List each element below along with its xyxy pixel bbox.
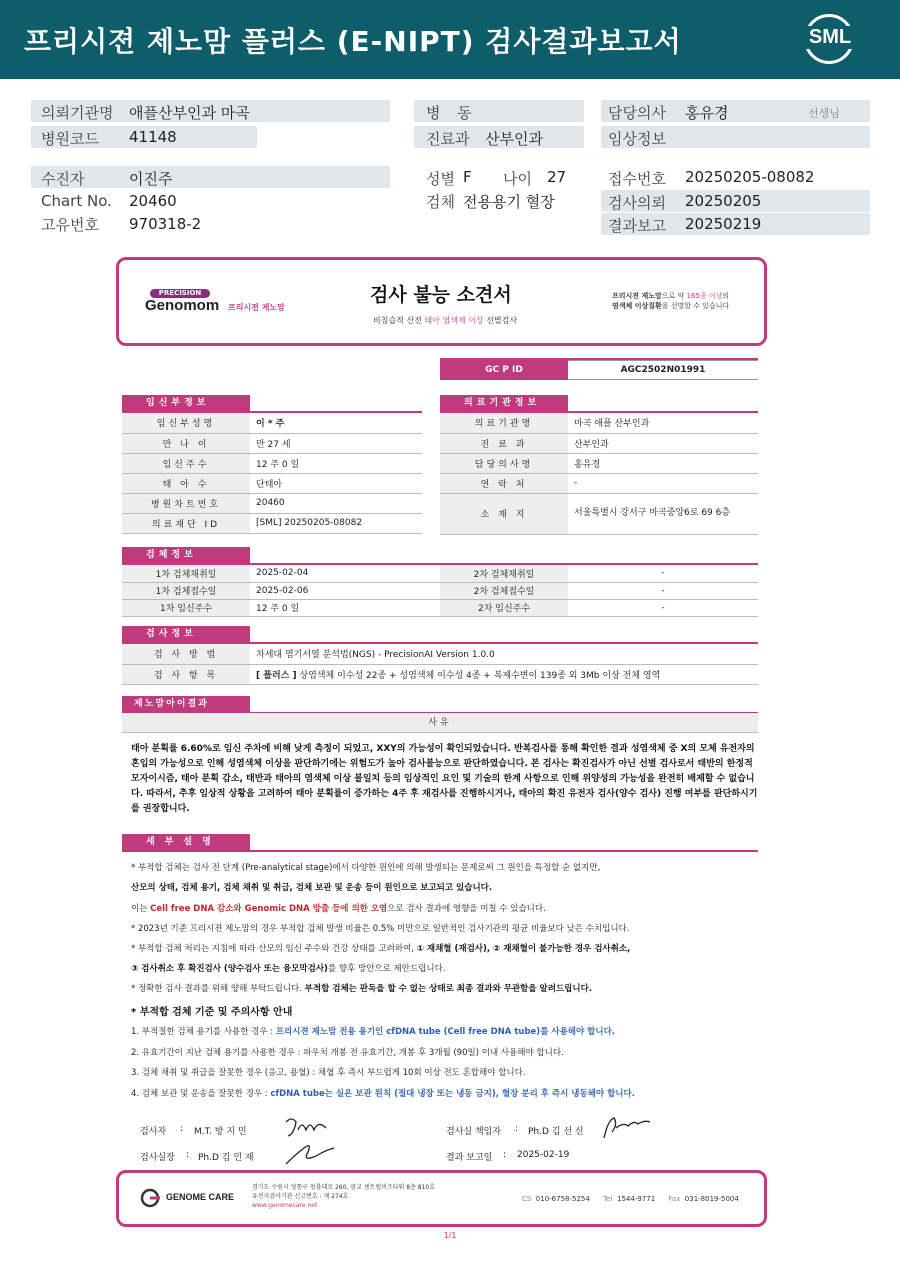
test-table [122, 644, 758, 685]
doctor-label: 담당의사 [608, 104, 666, 122]
patient-value: 이진주 [129, 170, 173, 188]
registration-line: 유전자검사기관 신고번호 : 제 274호 [252, 1193, 349, 1200]
section-specimen-info: 검체정보 [122, 547, 250, 564]
institution-key: 의료기관명 [440, 413, 568, 433]
test-method-value: 차세대 염기서열 분석법(NGS) - PrecisionAI Version 1.0.0 [250, 644, 758, 664]
request-value: 20250205 [685, 192, 762, 210]
guide-line-4 [131, 1087, 761, 1099]
tel-number: 1544-9771 [617, 1195, 656, 1203]
page-number: 1/1 [443, 1231, 457, 1240]
cs-label: CS [522, 1195, 532, 1203]
detail-red: Cell free DNA 감소와 Genomic DNA 방출 등에 의한 오염 [150, 904, 388, 914]
fax-number: 031-8019-5004 [684, 1195, 739, 1203]
ward-label: 병 동 [426, 104, 478, 122]
code-label: 병원코드 [41, 130, 99, 148]
sml-logo [800, 10, 860, 68]
institution-value: - [568, 473, 758, 493]
table-row [440, 453, 758, 473]
guide-blue: 프리시젼 제노맘 전용 용기인 cfDNA tube (Cell free DNA tube)를 사용해야 합니다. [275, 1027, 616, 1037]
specimen-value: 12 주 0 일 [250, 599, 440, 616]
gc-pid-value: AGC2502N01991 [568, 360, 758, 380]
genome-care-logo-icon [140, 1188, 164, 1208]
request-label: 검사의뢰 [608, 194, 666, 212]
institution-value: 홍유경 [568, 453, 758, 473]
subtitle-part: 선별검사 [483, 316, 518, 325]
footer-contact [522, 1195, 739, 1203]
specimen-value: 2025-02-04 [250, 565, 440, 582]
institution-table [440, 413, 758, 535]
sex-label: 성별 [426, 170, 455, 188]
chief-name: Ph.D 김 민 재 [198, 1153, 254, 1163]
lead-signature [598, 1114, 652, 1142]
note-highlight: 165종 이상 [686, 292, 723, 300]
detail-bold: ③ 검사취소 후 확진검사 (양수검사 또는 융모막검사) [131, 964, 328, 974]
colon: : [503, 1150, 507, 1160]
note-part: 으로 약 [661, 292, 687, 300]
table-row [122, 513, 422, 533]
detail-part: * 부적합 검체 처리는 지침에 따라 산모의 임신 주수와 건강 상태를 고려하여, [131, 944, 417, 954]
specimen-value: - [568, 582, 758, 599]
receipt-value: 20250205-08082 [685, 168, 815, 186]
institution-value: 마곡 애플 산부인과 [568, 413, 758, 433]
table-row [440, 413, 758, 433]
pregnant-key: 만 나 이 [122, 433, 250, 453]
age-label: 나이 [503, 170, 532, 188]
table-row [122, 565, 758, 582]
institution-key: 진 료 과 [440, 433, 568, 453]
table-row [122, 644, 758, 664]
address-line: 경기도 수원시 영통구 창룡대로 260, 광교 센트럴비즈타워 8층 810호 [252, 1184, 435, 1191]
detail-line-3 [131, 902, 761, 914]
pregnant-value: 20460 [250, 493, 422, 513]
gc-pid-box [440, 360, 758, 380]
brand-note [612, 291, 752, 311]
section-details: 세부설명 [122, 834, 250, 851]
table-row [122, 453, 422, 473]
uid-value: 970318-2 [129, 215, 202, 233]
chief-signature [282, 1138, 338, 1168]
specimen-value: 2025-02-06 [250, 582, 440, 599]
pregnant-key: 임신부성명 [122, 413, 250, 433]
pregnant-key: 임신주수 [122, 453, 250, 473]
section-institution-info: 의료기관정보 [440, 395, 568, 412]
institution-key: 담당의사명 [440, 453, 568, 473]
test-items-value [250, 664, 758, 684]
guide-part: 4. 검체 보관 및 운송을 잘못한 경우 : [131, 1089, 271, 1099]
sex-value: F [463, 168, 472, 186]
institution-value: 산부인과 [568, 433, 758, 453]
dept-value: 산부인과 [485, 130, 543, 148]
footer-address [252, 1183, 435, 1210]
pregnant-value: [SML] 20250205-08082 [250, 513, 422, 533]
report-title: 프리시젼 제노맘 플러스 (E-NIPT) 검사결과보고서 [24, 25, 682, 58]
specimen-key: 2차 검체채취일 [440, 565, 568, 582]
table-row [440, 433, 758, 453]
pregnant-key: 태 아 수 [122, 473, 250, 493]
specimen-key: 1차 검체접수일 [122, 582, 250, 599]
detail-bold: 산모의 상태, 검체 용기, 검체 채취 및 취급, 검체 보관 및 운송 등이 원인으로 보고되고 있습니다. [131, 883, 493, 893]
pill-patient [31, 166, 390, 188]
brand-name: Genomom [145, 297, 220, 314]
table-row [122, 413, 422, 433]
chief-label: 검사실장 [140, 1153, 175, 1163]
specimen-key: 2차 검체접수일 [440, 582, 568, 599]
age-value: 27 [547, 168, 567, 186]
report-label: 결과보고 [608, 217, 666, 235]
brand-sub: 프리시젼 제노맘 [228, 303, 285, 312]
pregnant-value: 이 * 주 [250, 413, 422, 433]
table-row [440, 493, 758, 534]
detail-line-4: * 2023년 기준 프리시젼 제노맘의 경우 부적합 검체 발생 비율은 0.5% 미만으로 일반적인 검사기관의 평균 비율보다 낮은 수치입니다. [131, 924, 630, 934]
detail-line-1: * 부적합 검체는 검사 전 단계 (Pre-analytical stage)에서 다양한 원인에 의해 발생되는 문제로써 그 원인을 특정할 순 없지만, [131, 863, 601, 873]
colon: : [186, 1150, 190, 1160]
doctor-value: 홍유경 [685, 104, 729, 122]
table-row [440, 473, 758, 493]
detail-part: 를 향후 방안으로 제안드립니다. [327, 964, 446, 974]
pregnant-key: 병원차트번호 [122, 493, 250, 513]
guide-part: 1. 부적절한 검체 용기를 사용한 경우 : [131, 1027, 276, 1037]
specimen-label: 검체 [426, 193, 455, 211]
guide-line-1 [131, 1025, 761, 1037]
lead-name: Ph.D 김 선 신 [528, 1127, 584, 1137]
genome-care-name: GENOME CARE [166, 1192, 235, 1202]
test-items-tag: [ 플러스 ] [256, 670, 297, 681]
receipt-label: 접수번호 [608, 170, 666, 188]
report-header-bar [0, 0, 900, 79]
gc-pid-label: GC P ID [440, 360, 568, 380]
section-line [122, 850, 758, 852]
note-part: 을 선별할 수 있습니다 [661, 302, 730, 310]
uid-label: 고유번호 [41, 216, 99, 234]
detail-line-6 [131, 962, 761, 974]
guide-line-2: 2. 유효기간이 지난 검체 용기를 사용한 경우 : 파우치 개봉 전 유효기간, 개봉 후 3개월 (90일) 이내 사용해야 합니다. [131, 1048, 564, 1058]
detail-line-5 [131, 942, 761, 954]
doctor-suffix: 선생님 [808, 107, 840, 120]
test-method-key: 검 사 방 법 [122, 644, 250, 664]
detail-part: 이는 [131, 904, 151, 914]
table-row [122, 473, 422, 493]
pregnant-key: 의료재단 ID [122, 513, 250, 533]
tester-label: 검사자 [140, 1127, 167, 1137]
detail-part: 으로 검사 결과에 영향을 미칠 수 있습니다. [387, 904, 546, 914]
specimen-value: 전용용기 혈장 [463, 193, 555, 211]
note-brand: 프리시젼 제노맘 [612, 292, 662, 300]
specimen-key: 1차 검체채취일 [122, 565, 250, 582]
table-row [122, 582, 758, 599]
pregnant-value: 12 주 0 일 [250, 453, 422, 473]
pregnant-value: 단태아 [250, 473, 422, 493]
test-items-text: 상염색체 이수성 22종 + 성염색체 이수성 4종 + 복제수변이 139종 외 3Mb 이상 전체 영역 [296, 670, 661, 681]
dept-label: 진료과 [426, 130, 470, 148]
note-bold: 염색체 이상질환 [612, 302, 662, 310]
specimen-value: - [568, 599, 758, 616]
detail-part: * 정확한 검사 결과를 위해 양해 부탁드립니다. [131, 984, 305, 994]
tester-name: M.T. 방 지 민 [194, 1127, 247, 1137]
section-result: 제노맘아이결과 [122, 696, 250, 713]
colon: : [180, 1124, 184, 1134]
subtitle-highlight: 태아 염색체 이상 [424, 316, 484, 325]
date-label: 결과 보고일 [446, 1153, 493, 1163]
institution-key: 연 락 처 [440, 473, 568, 493]
institution-key: 소 재 지 [440, 493, 568, 534]
table-row [122, 493, 422, 513]
fax-label: Fax [668, 1195, 681, 1203]
table-row [122, 433, 422, 453]
document-title: 검사 불능 소견서 [370, 284, 512, 306]
note-part: 의 [722, 292, 730, 300]
sml-logo-text: SML [800, 26, 860, 49]
document-subtitle [373, 315, 517, 326]
reason-text: 태아 분획률 6.60%로 임신 주차에 비해 낮게 측정이 되었고, XXY의 가능성이 확인되었습니다. 반복검사를 통해 확인한 결과 성염색체 중 X의 모체 유전자의 혼입의 가능성으로 인해 성염색체 이상을 판단하기에는 위험도가 높아 검사불능으로 판단하였습니다. 본 검사는 확진검사가 아닌 선별 검사로서 태반의 한정적 모자이시즘, 태아 분획 감소, 태반과 태아의 염색체 이상 불일치 등의 임상적인 요인 및 기술의 한계 사항으로 인해 위양성의 가능성을 완전히 배제할 수 없습니다. 따라서, 추후 임상적 상황을 고려하여 태아 분획률이 증가하는 4주 후 재검사를 진행하시거나, 태아의 확진 유전자 검사(양수 검사) 진행 여부를 판단하시기를 권장합니다. [131, 744, 758, 814]
guide-line-3: 3. 검체 채취 및 취급을 잘못한 경우 (응고, 용혈) : 채혈 후 즉시 부드럽게 10회 이상 전도 혼합해야 합니다. [131, 1068, 526, 1078]
colon: : [515, 1124, 519, 1134]
reason-header: 사유 [122, 713, 758, 733]
section-test-info: 검사정보 [122, 626, 250, 643]
hospital-label: 의뢰기관명 [41, 104, 114, 122]
guide-blue: cfDNA tube는 실온 보관 원칙 (절대 냉장 또는 냉동 금지), 혈장 분리 후 즉시 냉동해야 합니다. [270, 1089, 635, 1099]
specimen-key: 1차 임신주수 [122, 599, 250, 616]
specimen-value: - [568, 565, 758, 582]
lead-label: 검사실 책임자 [446, 1127, 502, 1137]
test-items-key: 검 사 항 목 [122, 664, 250, 684]
institution-value: 서울특별시 강서구 마곡중앙6로 69 6층 [568, 493, 758, 534]
table-row [122, 599, 758, 616]
chart-label: Chart No. [41, 192, 112, 210]
report-value: 20250219 [685, 215, 762, 233]
detail-line-2 [131, 881, 761, 893]
specimen-table [122, 565, 758, 617]
clinical-label: 임상정보 [608, 130, 666, 148]
detail-bold: ① 재채혈 (재검사), ② 재채혈이 불가능한 경우 검사취소, [416, 944, 631, 954]
chart-value: 20460 [129, 192, 177, 210]
website-link[interactable]: www.genomecare.net [252, 1202, 318, 1209]
guide-title: * 부적합 검체 기준 및 주의사항 안내 [131, 1007, 293, 1018]
tester-signature [282, 1114, 332, 1140]
detail-bold: 부적합 검체는 판독을 할 수 없는 상태로 최종 결과와 무관함을 알려드립니다. [304, 984, 593, 994]
tel-label: Tel [603, 1195, 613, 1203]
detail-line-7 [131, 982, 761, 994]
section-pregnant-info: 임신부정보 [122, 395, 250, 412]
code-value: 41148 [129, 128, 177, 146]
hospital-value: 애플산부인과 마곡 [129, 104, 250, 122]
brand-tag: PRECISION [150, 289, 210, 298]
table-row [122, 664, 758, 684]
subtitle-part: 비침습적 산전 [373, 316, 425, 325]
pregnant-table [122, 413, 422, 534]
pregnant-value: 만 27 세 [250, 433, 422, 453]
cs-number: 010-6758-5254 [535, 1195, 590, 1203]
patient-label: 수진자 [41, 170, 85, 188]
specimen-key: 2차 임신주수 [440, 599, 568, 616]
report-date: 2025-02-19 [517, 1150, 570, 1160]
